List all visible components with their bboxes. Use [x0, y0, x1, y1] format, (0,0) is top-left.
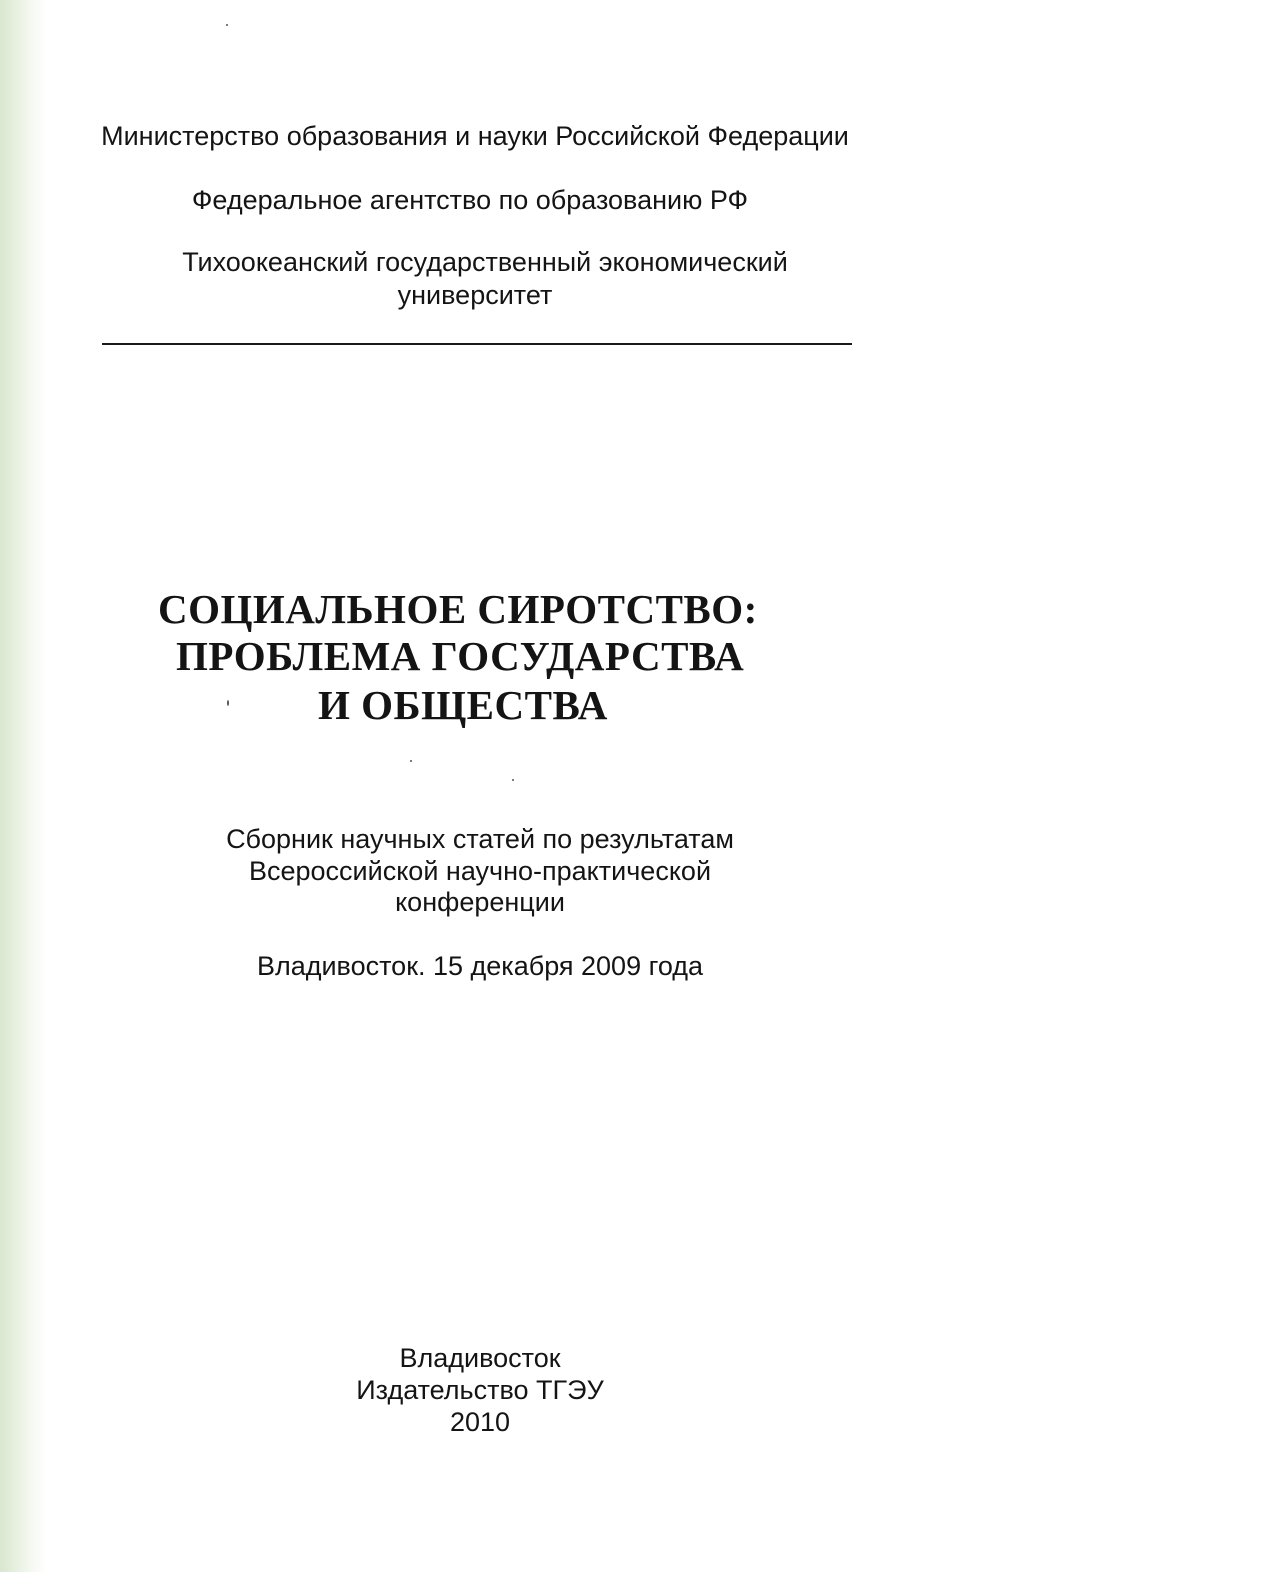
imprint-year: 2010 — [449, 1407, 511, 1437]
imprint-city: Владивосток — [399, 1343, 561, 1373]
ministry-line: Министерство образования и науки Российской Федерации — [101, 121, 849, 151]
title-line-2: ПРОБЛЕМА ГОСУДАРСТВА — [176, 633, 745, 679]
title-line-3: И ОБЩЕСТВА — [318, 682, 608, 728]
subtitle-line-1: Сборник научных статей по результатам — [226, 824, 734, 854]
agency-line: Федеральное агентство по образованию РФ — [191, 185, 749, 215]
university-line-2: университет — [397, 280, 553, 310]
scan-speck — [512, 779, 514, 781]
university-line-1: Тихоокеанский государственный экономический — [182, 247, 788, 277]
scan-speck — [410, 760, 412, 762]
title-line-1: СОЦИАЛЬНОЕ СИРОТСТВО: — [158, 586, 758, 632]
subtitle-line-2: Всероссийской научно-практической — [248, 856, 712, 886]
subtitle-line-3: конференции — [395, 887, 565, 917]
conference-place-date: Владивосток. 15 декабря 2009 года — [256, 951, 704, 981]
header-divider — [102, 343, 852, 345]
scan-speck — [226, 24, 228, 26]
binding-shadow — [0, 0, 46, 1572]
scan-speck — [227, 700, 229, 706]
imprint-publisher: Издательство ТГЭУ — [356, 1375, 604, 1405]
